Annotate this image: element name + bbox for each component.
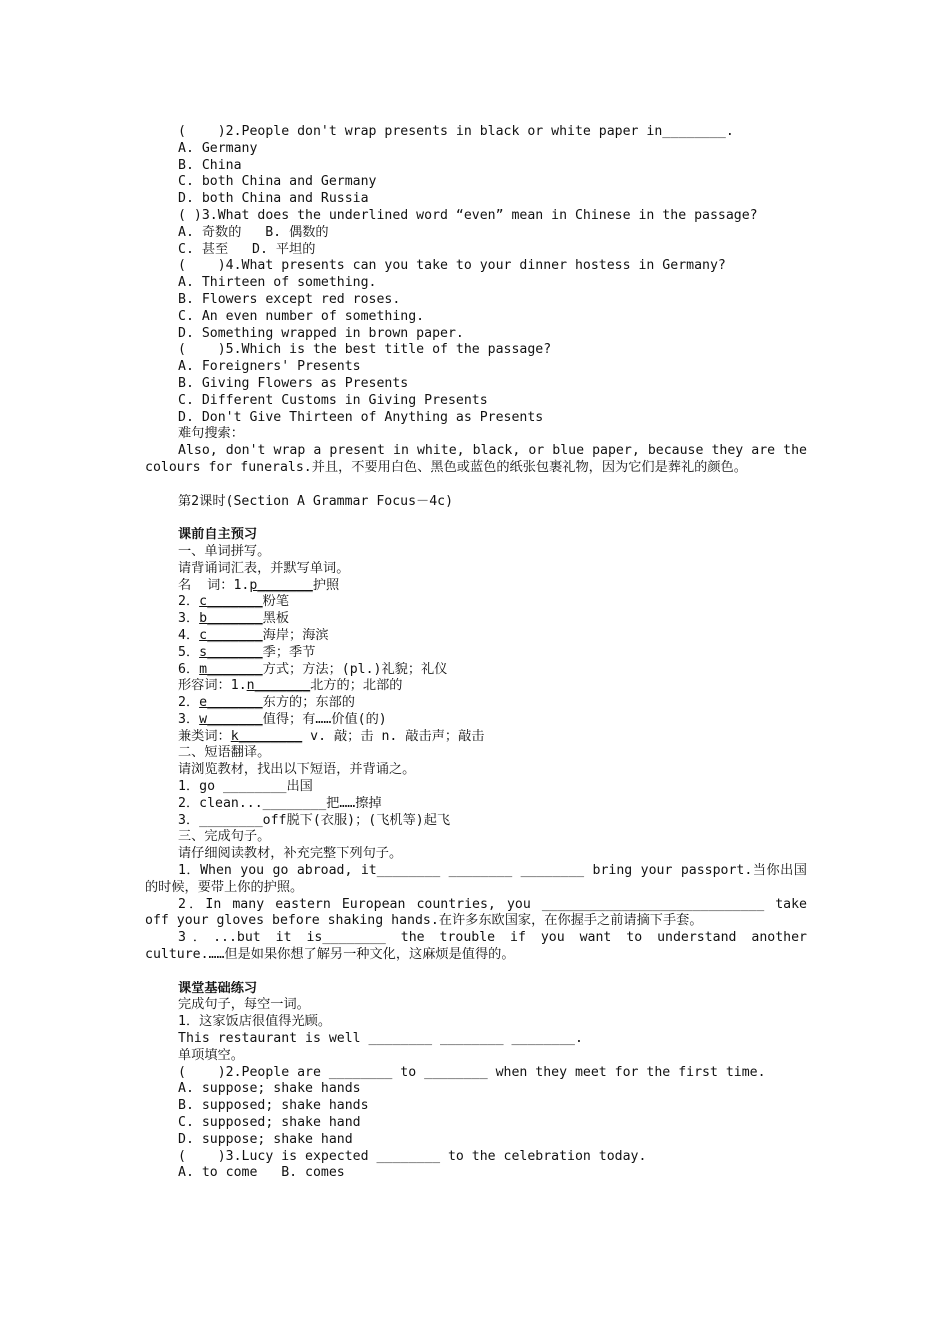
q4-option-b: B. Flowers except red roses. — [178, 291, 401, 307]
multi-class-item: 兼类词：k________ v. 敲；击 n. 敲击声；敲击 — [178, 728, 485, 744]
question-4-stem: ( )4.What presents can you take to your dinner hostess in Germany? — [178, 258, 726, 274]
adj-item-2: 2．e_______东方的；东部的 — [178, 695, 355, 711]
document-page — [145, 124, 807, 1182]
noun-item-3: 3．b_______黑板 — [178, 611, 290, 627]
practice-q2-option-d: D. suppose; shake hand — [178, 1131, 353, 1147]
lesson-2-title: 第2课时(Section A Grammar Focus－4c) — [178, 493, 454, 509]
practice-q2-stem: ( )2.People are ________ to ________ when they meet for the first time. — [178, 1064, 766, 1080]
q2-option-c: C. both China and Germany — [178, 174, 377, 190]
q5-option-d: D. Don't Give Thirteen of Anything as Presents — [178, 409, 544, 425]
blank-with-letter: c_______ — [199, 627, 263, 643]
noun-item-1: 名 词：1.p_______护照 — [178, 577, 340, 593]
part3-instruction: 请仔细阅读教材，补充完整下列句子。 — [178, 846, 403, 862]
part1-instruction: 请背诵词汇表，并默写单词。 — [178, 560, 350, 576]
noun-item-6: 6．m_______方式；方法；(pl.)礼貌；礼仪 — [178, 661, 448, 677]
practice-part1-title: 完成句子，每空一词。 — [178, 997, 310, 1013]
noun-item-2: 2．c_______粉笔 — [178, 594, 290, 610]
q5-option-c: C. Different Customs in Giving Presents — [178, 392, 488, 408]
question-5-stem: ( )5.Which is the best title of the passage? — [178, 342, 552, 358]
blank-with-letter: s_______ — [199, 644, 263, 660]
phrase-item-2: 2．clean...________把……擦掉 — [178, 795, 382, 811]
q5-option-b: B. Giving Flowers as Presents — [178, 375, 409, 391]
hard-sentence-text: Also, don't wrap a present in white, black, or blue paper, because they are the colours for funerals.并且，不要用白色、黑色或蓝色的纸张包裹礼物，因为它们是葬礼的颜色。 — [145, 443, 807, 475]
blank-with-letter: e_______ — [199, 695, 263, 711]
adj-item-1: 形容词：1.n_______北方的；北部的 — [178, 678, 403, 694]
q4-option-d: D. Something wrapped in brown paper. — [178, 325, 464, 341]
blank-with-letter: m_______ — [199, 661, 263, 677]
blank-with-letter: b_______ — [199, 611, 263, 627]
question-2-stem: ( )2.People don't wrap presents in black or white paper in________. — [178, 124, 734, 139]
blank-with-letter: k________ — [230, 728, 303, 744]
practice-q2-option-c: C. supposed; shake hand — [178, 1115, 361, 1131]
part3-title: 三、完成句子。 — [178, 829, 271, 845]
q2-option-b: B. China — [178, 157, 242, 173]
q4-option-a: A. Thirteen of something. — [178, 275, 377, 291]
practice-q2-option-a: A. suppose; shake hands — [178, 1081, 361, 1097]
practice-q3-stem: ( )3.Lucy is expected ________ to the celebration today. — [178, 1148, 647, 1164]
blank-with-letter: w_______ — [199, 711, 263, 727]
part1-title: 一、单词拼写。 — [178, 543, 271, 559]
question-3-stem: ( )3.What does the underlined word “even” mean in Chinese in the passage? — [178, 207, 758, 223]
hard-sentence-label: 难句搜索： — [178, 426, 244, 442]
practice-part2-title: 单项填空。 — [178, 1047, 244, 1063]
q3-option-cd: C. 甚至 D. 平坦的 — [178, 241, 316, 257]
q2-option-d: D. both China and Russia — [178, 191, 369, 207]
practice-heading: 课堂基础练习 — [178, 980, 258, 996]
blank-with-letter: n_______ — [246, 678, 311, 694]
noun-item-5: 5．s_______季；季节 — [178, 644, 316, 660]
part2-instruction: 请浏览教材，找出以下短语，并背诵之。 — [178, 762, 416, 778]
sentence-item-3: 3．...but it is________ the trouble if you want to understand another culture.……但是如果你想了解另一种文化，这麻烦是值得的。 — [145, 930, 807, 963]
part2-title: 二、短语翻译。 — [178, 745, 271, 761]
practice-q2-option-b: B. supposed; shake hands — [178, 1098, 369, 1114]
noun-item-4: 4．c_______海岸；海滨 — [178, 627, 329, 643]
blank-with-letter: p_______ — [249, 577, 313, 593]
q4-option-c: C. An even number of something. — [178, 308, 425, 324]
adj-item-3: 3．w_______值得；有……价值(的) — [178, 711, 387, 727]
practice-q3-option-ab: A. to come B. comes — [178, 1165, 345, 1181]
q5-option-a: A. Foreigners' Presents — [178, 359, 361, 375]
practice-s1-english: This restaurant is well ________ ________ ________. — [178, 1031, 583, 1047]
phrase-item-3: 3．________off脱下(衣服)；(飞机等)起飞 — [178, 812, 451, 828]
preview-heading: 课前自主预习 — [178, 527, 258, 543]
phrase-item-1: 1．go ________出国 — [178, 779, 313, 795]
q2-option-a: A. Germany — [178, 140, 258, 156]
q3-option-ab: A. 奇数的 B. 偶数的 — [178, 224, 329, 240]
sentence-item-1: 1．When you go abroad, it________ ________ ________ bring your passport.当你出国的时候，要带上你的护照。 — [145, 863, 807, 895]
blank-with-letter: c_______ — [199, 594, 263, 610]
sentence-item-2: 2．In many eastern European countries, you ____________________________ take off your gloves before shaking hands.在许多东欧国家，在你握手之前请摘下手套。 — [145, 896, 807, 929]
practice-s1-chinese: 1．这家饭店很值得光顾。 — [178, 1014, 332, 1030]
